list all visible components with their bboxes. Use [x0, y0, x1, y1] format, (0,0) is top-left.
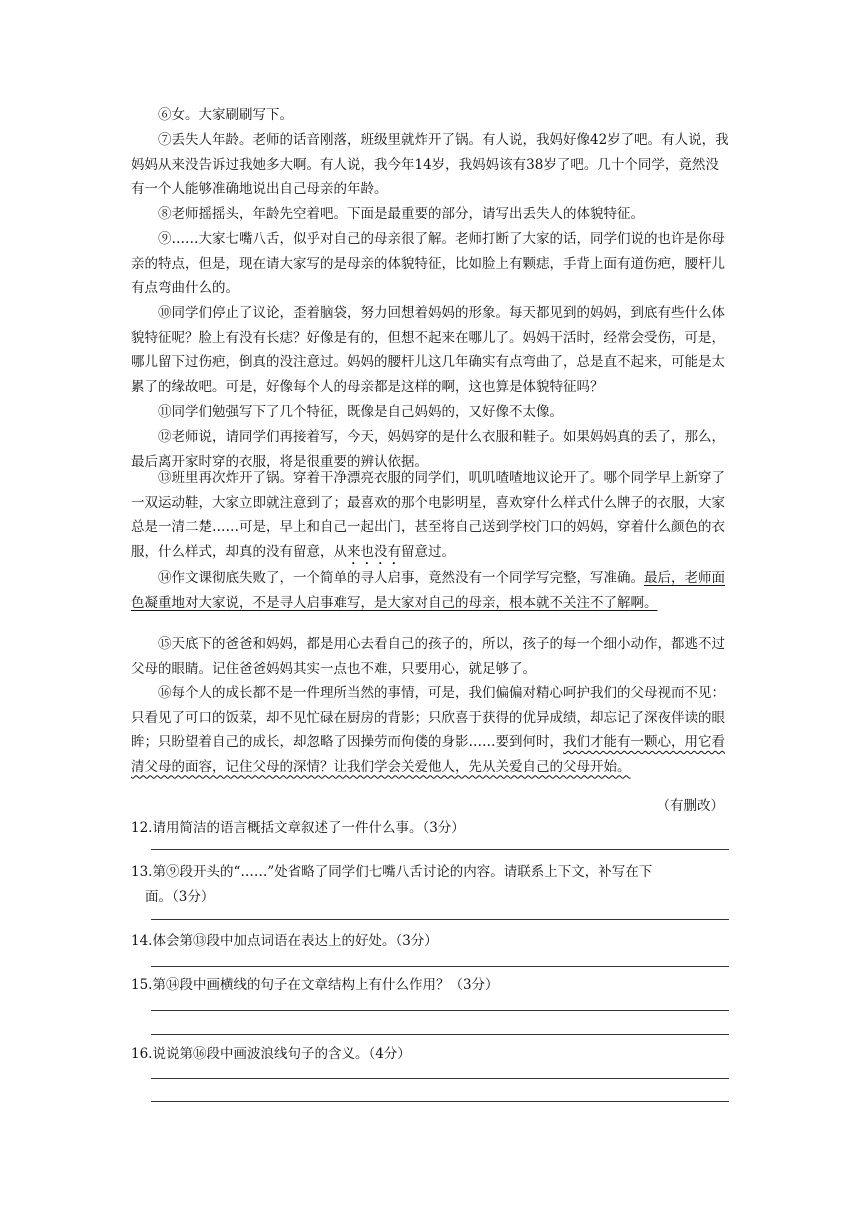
answer-line[interactable] — [151, 1010, 729, 1011]
question-13 — [131, 860, 741, 909]
answer-line[interactable] — [151, 966, 729, 967]
paragraph-14 — [131, 566, 731, 615]
question-15: 15.第⑭段中画横线的句子在文章结构上有什么作用？（3分） — [131, 977, 499, 993]
paragraph-9: ⑨……大家七嘴八舌，似乎对自己的母亲很了解。老师打断了大家的话，同学们说的也许是你母亲的特点，但是，现在请大家写的是母亲的体貌特征，比如脸上有颗痣，手背上面有道伤疤，腰杆儿有点弯曲什么的。 — [131, 231, 725, 296]
paragraph-8: ⑧老师摇摇头，年龄先空着吧。下面是最重要的部分，请写出丢失人的体貌特征。 — [158, 206, 644, 222]
source-note: （有删改） — [656, 798, 724, 814]
paragraph-13 — [131, 466, 731, 568]
paragraph-14-text: ⑭作文课彻底失败了，一个简单的寻人启事，竟然没有一个同学写完整，写准确。 — [158, 570, 644, 586]
paragraph-13-end: 留意过。 — [401, 543, 455, 560]
wavy-sentence: 我们才能有一颗心，用它看清父母的面容，记住父母的深情？让我们学会关爱他人，先从关爱自己的父母开始。 — [131, 734, 725, 775]
answer-line[interactable] — [151, 849, 729, 850]
paragraph-6: ⑥女。大家刷刷写下。 — [158, 107, 293, 123]
answer-line[interactable] — [151, 1078, 729, 1079]
paragraph-10: ⑩同学们停止了议论，歪着脑袋，努力回想着妈妈的形象。每天都见到的妈妈，到底有些什么体貌特征呢？脸上有没有长痣？好像是有的，但想不起来在哪儿了。妈妈干活时，经常会受伤，可是，哪儿留下过伤疤，倒真的没注意过。妈妈的腰杆儿这几年确实有点弯曲了，总是直不起来，可能是太累了的缘故吧。可是，好像每个人的母亲都是这样的啊，这也算是体貌特征吗？ — [131, 305, 725, 395]
answer-line[interactable] — [151, 1034, 729, 1035]
question-13-line-1: 13.第⑨段开头的“……”处省略了同学们七嘴八舌讨论的内容。请联系上下文，补写在下 — [131, 864, 653, 880]
answer-line[interactable] — [151, 919, 729, 920]
question-13-line-2: 面。（3分） — [145, 888, 215, 905]
paragraph-11: ⑪同学们勉强写下了几个特征，既像是自己妈妈的，又好像不太像。 — [158, 404, 563, 420]
underlined-sentence: 最后，老师面色凝重地对大家说，不是寻人启事难写，是大家对自己的母亲，根本就不关注不了解啊。 — [131, 570, 725, 611]
dotted-words: 来也没有 — [347, 543, 401, 560]
paragraph-16 — [131, 681, 731, 779]
paragraph-7: ⑦丢失人年龄。老师的话音刚落，班级里就炸开了锅。有人说，我妈好像42岁了吧。有人说，我妈妈从来没告诉过我她多大啊。有人说，我今年14岁，我妈妈该有38岁了吧。几十个同学，竟然没有一个人能够准确地说出自己母亲的年龄。 — [131, 132, 729, 197]
question-14: 14.体会第⑬段中加点词语在表达上的好处。（3分） — [131, 933, 438, 949]
paragraph-13-text: ⑬班里再次炸开了锅。穿着干净漂亮衣服的同学们，叽叽喳喳地议论开了。哪个同学早上新穿了一双运动鞋，大家立即就注意到了；最喜欢的那个电影明星，喜欢穿什么样式什么牌子的衣服，大家总是一清二楚……可是，早上和自己一起出门，甚至将自己送到学校门口的妈妈，穿着什么颜色的衣服，什么样式，却真的没有留意，从 — [131, 470, 725, 560]
paragraph-16-text: ⑯每个人的成长都不是一件理所当然的事情，可是，我们偏偏对精心呵护我们的父母视而不见：只看见了可口的饭菜，却不见忙碌在厨房的背影；只欣喜于获得的优异成绩，却忘记了深夜伴读的眼眸；只盼望着自己的成长，却忽略了因操劳而佝偻的身影……要到何时， — [131, 685, 725, 750]
paragraph-12: ⑫老师说，请同学们再接着写，今天，妈妈穿的是什么衣服和鞋子。如果妈妈真的丢了，那么，最后离开家时穿的衣服，将是很重要的辨认依据。 — [131, 429, 725, 470]
question-16: 16.说说第⑯段中画波浪线句子的含义。（4分） — [131, 1046, 411, 1062]
paragraph-15: ⑮天底下的爸爸和妈妈，都是用心去看自己的孩子的，所以，孩子的每一个细小动作，都逃不过父母的眼睛。记住爸爸妈妈其实一点也不难，只要用心，就足够了。 — [131, 636, 725, 677]
question-12: 12.请用简洁的语言概括文章叙述了一件什么事。（3分） — [131, 820, 465, 836]
answer-line[interactable] — [151, 1101, 729, 1102]
